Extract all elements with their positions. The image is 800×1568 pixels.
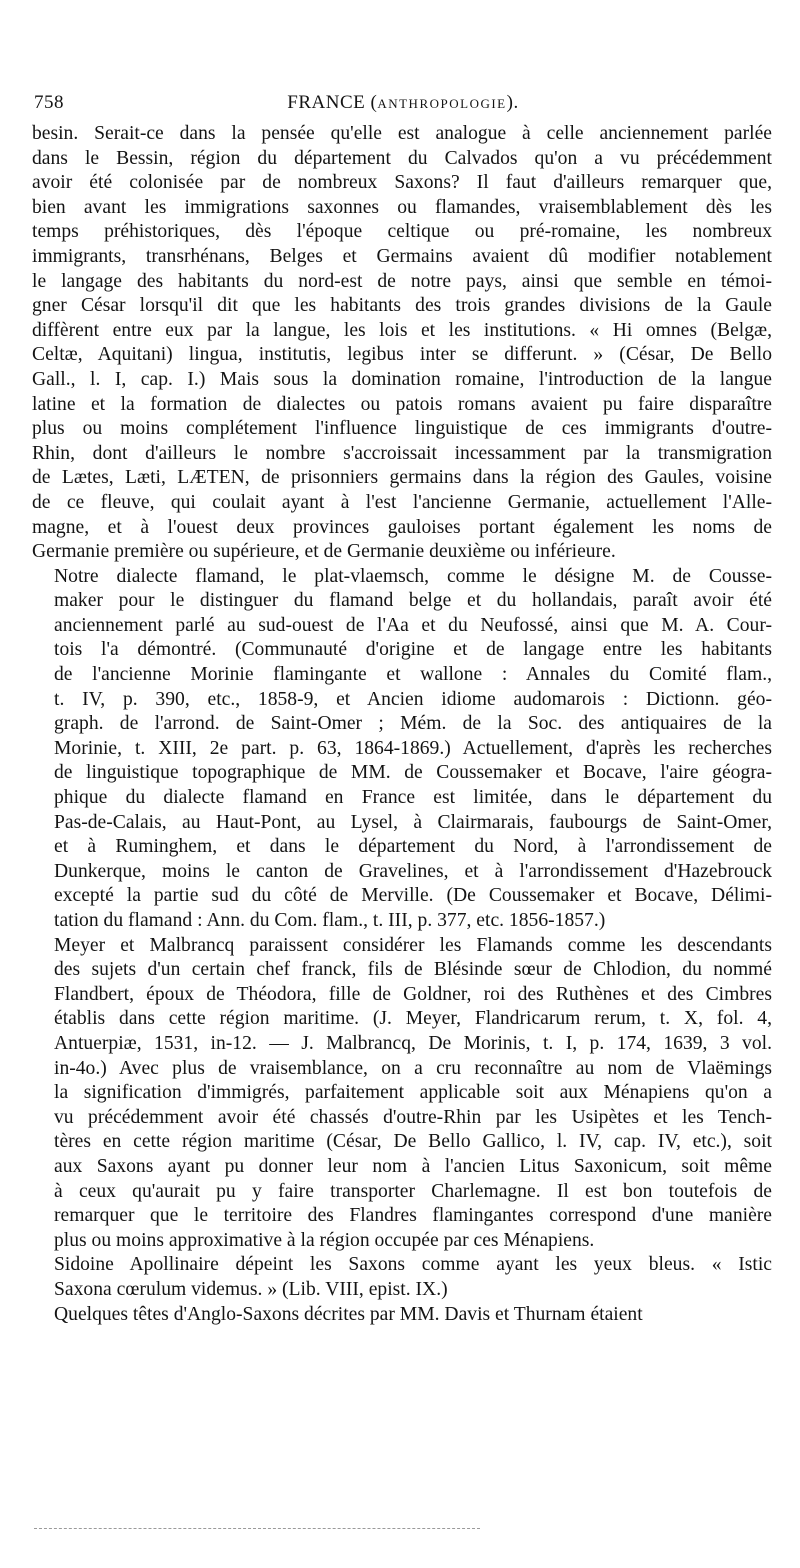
text-line: Morinie, t. XIII, 2e part. p. 63, 1864-1869.) Actuellement, d'après les recherches bbox=[54, 737, 772, 759]
text-line: maker pour le distinguer du flamand belge et du hollandais, paraît avoir été bbox=[54, 590, 772, 612]
text-line: Celtæ, Aquitani) lingua, institutis, legibus inter se differunt. » (César, De Bello bbox=[32, 344, 772, 366]
text-line: le langage des habitants du nord-est de notre pays, ainsi que semble en témoi- bbox=[32, 270, 772, 292]
page-number: 758 bbox=[34, 92, 64, 113]
text-line: Meyer et Malbrancq paraissent considérer les Flamands comme les descendants bbox=[54, 934, 772, 956]
text-line: in-4o.) Avec plus de vraisemblance, on a cru reconnaître au nom de Vlaëmings bbox=[54, 1057, 772, 1079]
text-line: de l'ancienne Morinie flamingante et wallone : Annales du Comité flam., bbox=[54, 664, 772, 686]
body-text bbox=[32, 122, 772, 1327]
text-line: Sidoine Apollinaire dépeint les Saxons comme ayant les yeux bleus. « Istic bbox=[54, 1254, 772, 1276]
text-line: besin. Serait-ce dans la pensée qu'elle est analogue à celle anciennement parlée bbox=[32, 123, 772, 144]
running-title-end: ). bbox=[506, 92, 519, 113]
page-header bbox=[32, 92, 774, 120]
text-line: dans le Bessin, région du département du Calvados qu'on a vu précédemment bbox=[32, 147, 772, 169]
text-line: Gall., l. I, cap. I.) Mais sous la domination romaine, l'introduction de la langue bbox=[32, 368, 772, 390]
text-line: anciennement parlé au sud-ouest de l'Aa et du Neufossé, ainsi que M. A. Cour- bbox=[54, 614, 772, 636]
footer-rule bbox=[34, 1528, 480, 1529]
text-line: établis dans cette région maritime. (J. Meyer, Flandricarum rerum, t. X, fol. 4, bbox=[54, 1008, 772, 1030]
text-line: diffèrent entre eux par la langue, les lois et les institutions. « Hi omnes (Belgæ, bbox=[32, 319, 772, 341]
text-line: Quelques têtes d'Anglo-Saxons décrites par MM. Davis et Thurnam étaient bbox=[54, 1303, 643, 1325]
text-line: des sujets d'un certain chef franck, fils de Blésinde sœur de Chlodion, du nommé bbox=[54, 959, 772, 981]
text-line: de Lætes, Læti, LÆTEN, de prisonniers germains dans la région des Gaules, voisine bbox=[32, 467, 772, 489]
text-line: de ce fleuve, qui coulait ayant à l'est l'ancienne Germanie, actuellement l'Alle- bbox=[32, 491, 772, 513]
text-line: Rhin, dont d'ailleurs le nombre s'accroissait incessamment par la transmigration bbox=[32, 442, 772, 464]
text-line: Flandbert, époux de Théodora, fille de Goldner, roi des Ruthènes et des Cimbres bbox=[54, 983, 772, 1005]
text-line: excepté la partie sud du côté de Merville. (De Coussemaker et Bocave, Délimi- bbox=[54, 885, 772, 907]
text-line: Pas-de-Calais, au Haut-Pont, au Lysel, à Clairmarais, faubourgs de Saint-Omer, bbox=[54, 811, 772, 833]
running-title-subject: ANTHROPOLOGIE bbox=[377, 96, 507, 111]
text-line: graph. de l'arrond. de Saint-Omer ; Mém. de la Soc. des antiquaires de la bbox=[54, 713, 772, 735]
text-line: aux Saxons ayant pu donner leur nom à l'ancien Litus Saxonicum, soit même bbox=[54, 1155, 772, 1177]
text-line: bien avant les immigrations saxonnes ou flamandes, vraisemblablement dès les bbox=[32, 196, 772, 218]
text-line: vu précédemment avoir été chassés d'outre-Rhin par les Usipètes et les Tench- bbox=[54, 1106, 772, 1128]
paragraph bbox=[32, 122, 772, 565]
text-line: temps préhistoriques, dès l'époque celtique ou pré-romaine, les nombreux bbox=[32, 221, 772, 243]
paragraph bbox=[32, 1253, 772, 1302]
paragraph bbox=[32, 934, 772, 1254]
text-line: tois l'a démontré. (Communauté d'origine et de langage entre les habitants bbox=[54, 639, 772, 661]
text-line: de linguistique topographique de MM. de Coussemaker et Bocave, l'aire géogra- bbox=[54, 762, 772, 784]
text-line: plus ou moins approximative à la région occupée par ces Ménapiens. bbox=[54, 1229, 595, 1251]
text-line: tation du flamand : Ann. du Com. flam., t. III, p. 377, etc. 1856-1857.) bbox=[54, 910, 606, 931]
text-line: la signification d'immigrés, parfaitement applicable soit aux Ménapiens qu'on a bbox=[54, 1082, 772, 1104]
text-line: tères en cette région maritime (César, De Bello Gallico, l. IV, cap. IV, etc.), soit bbox=[54, 1131, 772, 1153]
text-line: Germanie première ou supérieure, et de Germanie deuxième ou inférieure. bbox=[32, 541, 616, 563]
text-line: t. IV, p. 390, etc., 1858-9, et Ancien idiome audomarois : Dictionn. géo- bbox=[54, 688, 772, 710]
text-line: à ceux qu'aurait pu y faire transporter Charlemagne. Il est bon toutefois de bbox=[54, 1180, 772, 1202]
text-line: Dunkerque, moins le canton de Gravelines, et à l'arrondissement d'Hazebrouck bbox=[54, 860, 772, 882]
text-line: magne, et à l'ouest deux provinces gauloises portant également les noms de bbox=[32, 516, 772, 538]
text-line: latine et la formation de dialectes ou patois romans avaient pu faire disparaître bbox=[32, 393, 772, 415]
paragraph bbox=[32, 1303, 772, 1328]
text-line: remarquer que le territoire des Flandres flamingantes correspond d'une manière bbox=[54, 1205, 772, 1227]
text-line: Notre dialecte flamand, le plat-vlaemsch, comme le désigne M. de Cousse- bbox=[54, 565, 772, 587]
text-line: phique du dialecte flamand en France est limitée, dans le département du bbox=[54, 787, 772, 809]
text-line: gner César lorsqu'il dit que les habitants des trois grandes divisions de la Gaule bbox=[32, 295, 772, 317]
running-title bbox=[32, 92, 774, 114]
text-line: avoir été colonisée par de nombreux Saxons? Il faut d'ailleurs remarquer que, bbox=[32, 172, 772, 194]
running-title-main: FRANCE ( bbox=[287, 92, 378, 113]
text-line: immigrants, transrhénans, Belges et Germains avaient dû modifier notablement bbox=[32, 245, 772, 267]
text-line: Saxona cœrulum videmus. » (Lib. VIII, epist. IX.) bbox=[54, 1278, 448, 1300]
text-line: plus ou moins complétement l'influence linguistique de ces immigrants d'outre- bbox=[32, 418, 772, 440]
paragraph bbox=[32, 565, 772, 934]
text-line: et à Ruminghem, et dans le département du Nord, à l'arrondissement de bbox=[54, 836, 772, 858]
text-line: Antuerpiæ, 1531, in-12. — J. Malbrancq, De Morinis, t. I, p. 174, 1639, 3 vol. bbox=[54, 1032, 772, 1054]
